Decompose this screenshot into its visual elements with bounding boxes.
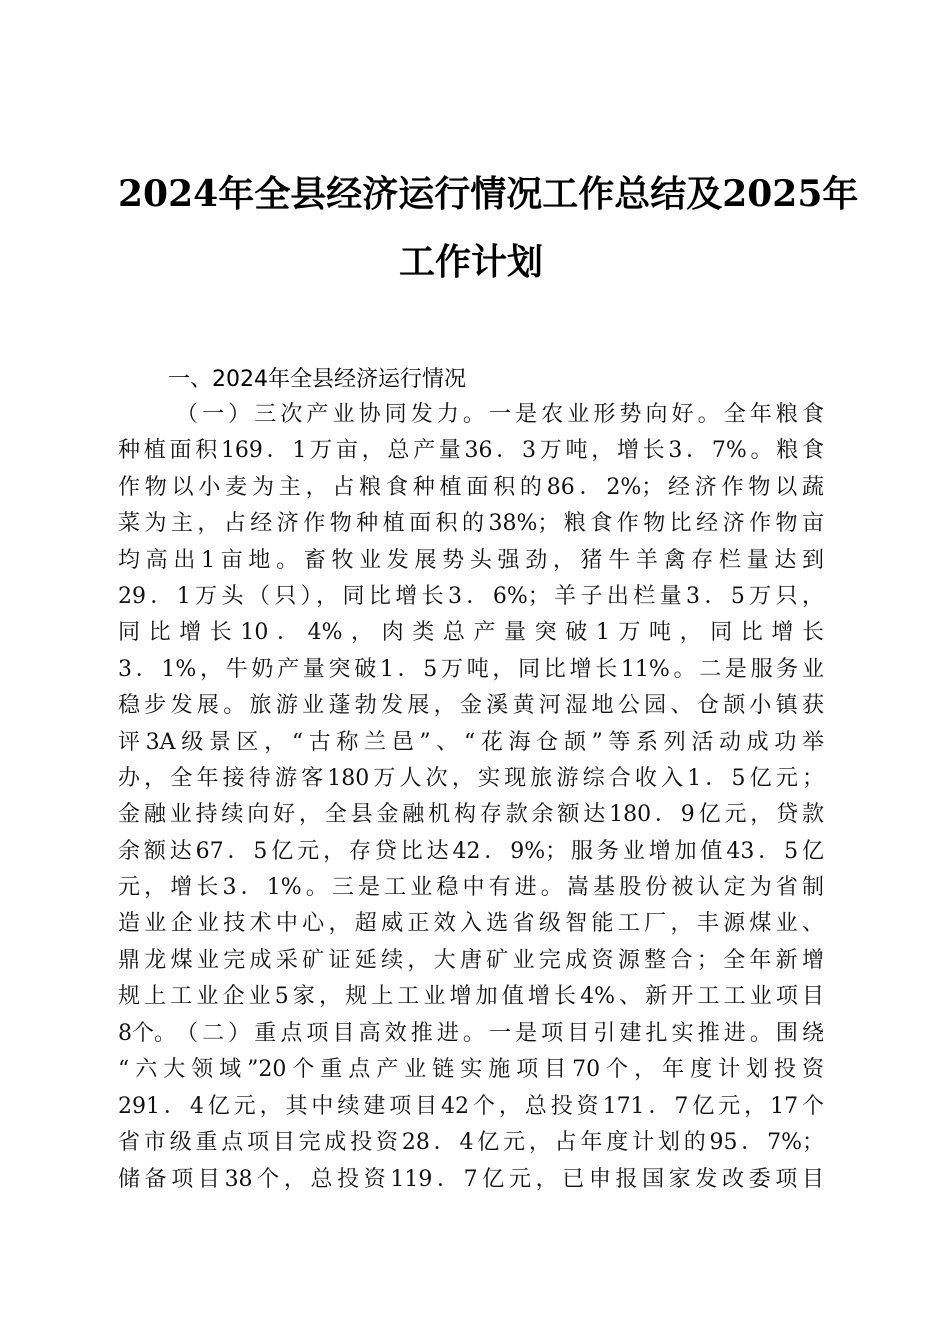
paragraph-line: 菜为主，占经济作物种植面积的38%；粮食作物比经济作物亩 bbox=[118, 511, 824, 537]
paragraph-line: 储备项目38个，总投资119．7亿元，已申报国家发改委项目 bbox=[118, 1166, 824, 1192]
paragraph-line: （二）重点项目高效推进。一是项目引建扎实推进。围绕 bbox=[176, 1021, 824, 1046]
paragraph-line: 291．4亿元，其中续建项目42个，总投资171．7亿元，17个 bbox=[118, 1093, 824, 1119]
paragraph-line: 规上工业企业5家，规上工业增加值增长4%、新开工工业项目 bbox=[118, 984, 824, 1010]
paragraph-line: 办，全年接待游客180万人次，实现旅游综合收入1．5亿元； bbox=[118, 765, 824, 791]
paragraph-line: 评3A级景区，“古称兰邑”、“花海仓颉”等系列活动成功举 bbox=[118, 729, 824, 755]
paragraph-line: 均高出1亩地。畜牧业发展势头强劲，猪牛羊禽存栏量达到 bbox=[118, 547, 824, 573]
document-title-line-1: 2024年全县经济运行情况工作总结及2025年 bbox=[118, 173, 859, 215]
paragraph-projects bbox=[118, 1016, 824, 1198]
paragraph-industry bbox=[118, 397, 824, 1052]
paragraph-line: 8个。 bbox=[118, 1020, 176, 1046]
paragraph-line: 鼎龙煤业完成采矿证延续，大唐矿业完成资源整合；全年新增 bbox=[118, 947, 824, 973]
paragraph-line: “六大领域”20个重点产业链实施项目70个，年度计划投资 bbox=[118, 1057, 824, 1083]
paragraph-line: （一）三次产业协同发力。一是农业形势向好。全年粮食 bbox=[176, 402, 824, 427]
paragraph-line: 同比增长10．4%，肉类总产量突破1万吨，同比增长 bbox=[118, 620, 824, 646]
paragraph-line: 省市级重点项目完成投资28．4亿元，占年度计划的95．7%； bbox=[118, 1130, 824, 1156]
paragraph-line: 29．1万头（只），同比增长3．6%；羊子出栏量3．5万只， bbox=[118, 583, 824, 609]
paragraph-line: 作物以小麦为主，占粮食种植面积的86．2%；经济作物以蔬 bbox=[118, 474, 824, 500]
paragraph-line: 3．1%，牛奶产量突破1．5万吨，同比增长11%。二是服务业 bbox=[118, 656, 824, 682]
paragraph-line: 造业企业技术中心，超威正效入选省级智能工厂，丰源煤业、 bbox=[118, 911, 824, 937]
paragraph-line: 元，增长3．1%。三是工业稳中有进。嵩基股份被认定为省制 bbox=[118, 875, 824, 901]
section-heading: 一、2024年全县经济运行情况 bbox=[168, 367, 466, 392]
paragraph-line: 种植面积169．1万亩，总产量36．3万吨，增长3．7%。粮食 bbox=[118, 438, 824, 464]
paragraph-line: 金融业持续向好，全县金融机构存款余额达180．9亿元，贷款 bbox=[118, 802, 824, 828]
paragraph-line: 稳步发展。旅游业蓬勃发展，金溪黄河湿地公园、仓颉小镇获 bbox=[118, 693, 824, 719]
document-title-line-2: 工作计划 bbox=[398, 241, 543, 283]
paragraph-line: 余额达67．5亿元，存贷比达42．9%；服务业增加值43．5亿 bbox=[118, 838, 824, 864]
